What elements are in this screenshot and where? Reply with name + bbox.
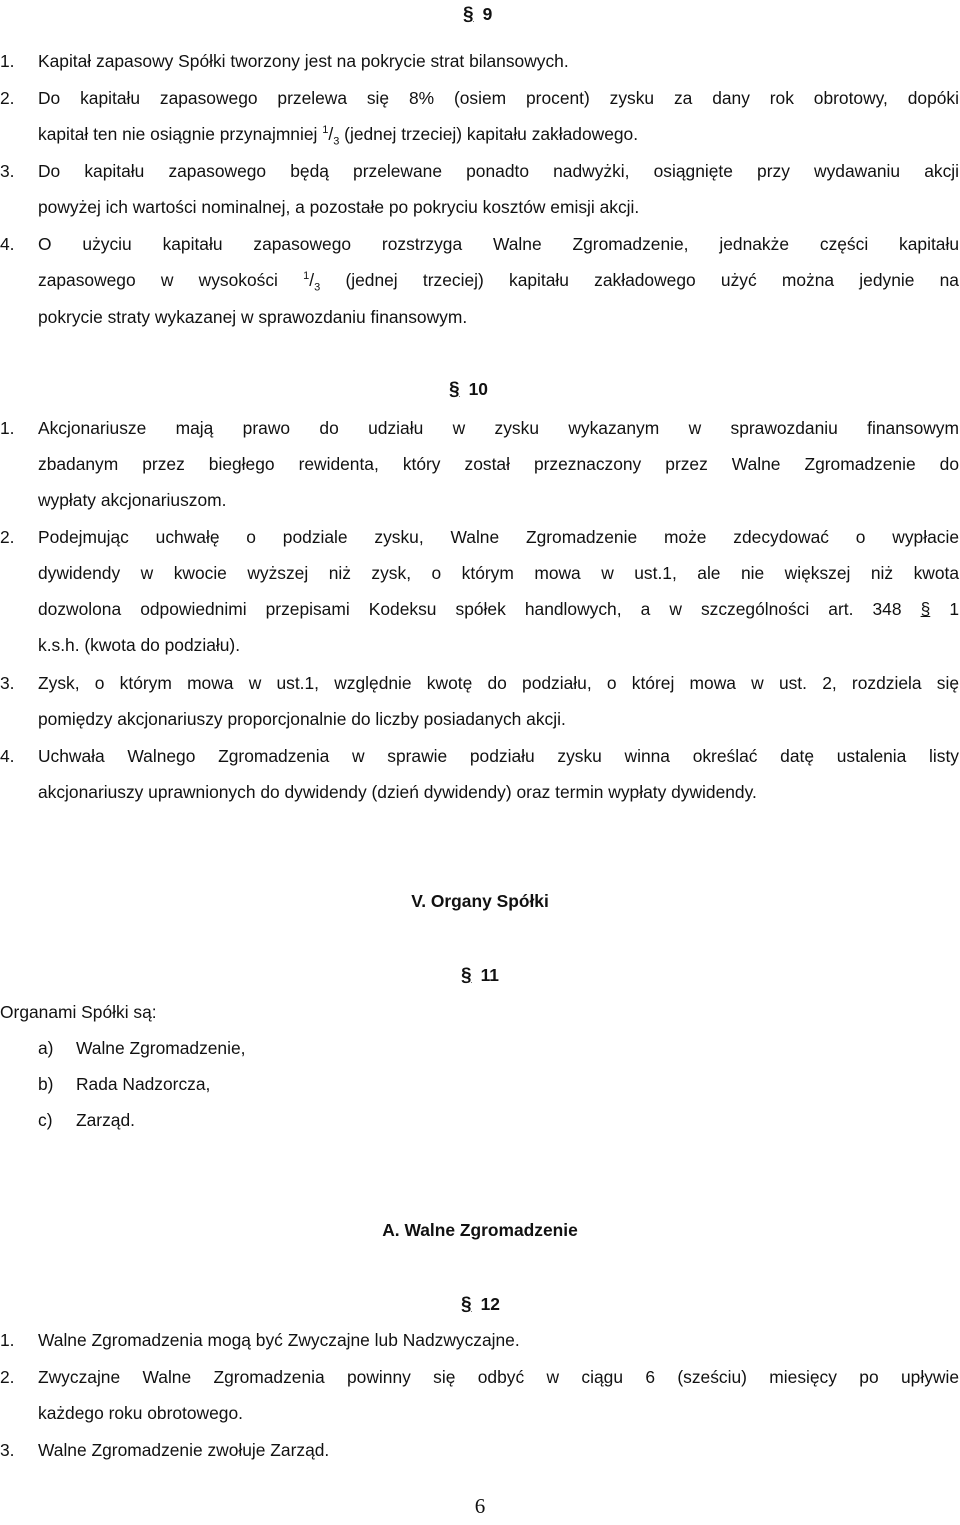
paragraph-line: Walne Zgromadzenia mogą być Zwyczajne lub Nadzwyczajne.: [38, 1330, 520, 1350]
line-text: (jednej trzeciej) kapitału zakładowego użyć można jedynie na: [345, 270, 959, 290]
paragraph-line: [38, 598, 959, 620]
fraction-denominator: 3: [333, 135, 340, 148]
section-mark: §: [461, 1294, 472, 1315]
paragraph-line: k.s.h. (kwota do podziału).: [38, 635, 241, 655]
subchapter-heading: A. Walne Zgromadzenie: [382, 1220, 578, 1240]
fraction: $^1/_3$: [303, 270, 321, 294]
paragraph-number: 2.: [0, 88, 15, 108]
list-letter: c): [38, 1110, 53, 1130]
paragraph-number: 3.: [0, 673, 15, 693]
section-9-header: [463, 3, 492, 26]
list-letter: a): [38, 1038, 54, 1058]
paragraph-number: 1.: [0, 1330, 15, 1350]
paragraph-line: zbadanym przez biegłego rewidenta, który został przeznaczony przez Walne Zgromadzenie do: [38, 454, 959, 474]
paragraph-number: 1.: [0, 51, 15, 71]
list-letter: b): [38, 1074, 54, 1094]
paragraph-line: Zysk, o którym mowa w ust.1, względnie kwotę do podziału, o której mowa w ust. 2, rozdziela się: [38, 673, 959, 693]
paragraph-line: Do kapitału zapasowego przelewa się 8% (osiem procent) zysku za dany rok obrotowy, dopóki: [38, 88, 959, 108]
paragraph-number: 1.: [0, 418, 15, 438]
fraction: $^1/_3$: [322, 124, 340, 148]
paragraph-number: 4.: [0, 234, 15, 254]
paragraph-line: [38, 123, 959, 148]
paragraph-number: 3.: [0, 161, 15, 181]
line-text: dozwolona odpowiednimi przepisami Kodeksu spółek handlowych, a w szczególności art. 348: [38, 599, 902, 619]
paragraph-line: Uchwała Walnego Zgromadzenia w sprawie podziału zysku winna określać datę ustalenia listy: [38, 746, 959, 766]
paragraph-number: 2.: [0, 527, 15, 547]
page-number: 6: [474, 1494, 486, 1518]
section-number: 10: [468, 379, 488, 399]
section-mark: §: [463, 4, 474, 25]
section-number: 9: [482, 4, 493, 24]
list-item-text: Rada Nadzorcza,: [76, 1074, 211, 1094]
paragraph-line: Akcjonariusze mają prawo do udziału w zysku wykazanym w sprawozdaniu finansowym: [38, 418, 959, 438]
chapter-heading: V. Organy Spółki: [411, 891, 549, 911]
paragraph-line: Walne Zgromadzenie zwołuje Zarząd.: [38, 1440, 330, 1460]
paragraph-number: 4.: [0, 746, 15, 766]
line-text: 1: [949, 599, 959, 619]
paragraph-line: powyżej ich wartości nominalnej, a pozostałe po pokryciu kosztów emisji akcji.: [38, 197, 640, 217]
fraction-numerator: 1: [322, 124, 329, 137]
paragraph-line: wypłaty akcjonariuszom.: [38, 490, 227, 510]
paragraph-number: 2.: [0, 1367, 15, 1387]
paragraph-line: każdego roku obrotowego.: [38, 1403, 243, 1423]
line-text: zapasowego w wysokości: [38, 270, 278, 290]
paragraph-line: Podejmując uchwałę o podziale zysku, Walne Zgromadzenie może zdecydować o wypłacie: [38, 527, 959, 547]
organs-intro: Organami Spółki są:: [0, 1002, 157, 1022]
line-text: (jednej trzeciej) kapitału zakładowego.: [344, 124, 639, 144]
fraction-numerator: 1: [303, 270, 310, 283]
paragraph-line: [38, 269, 959, 294]
paragraph-line: Kapitał zapasowy Spółki tworzony jest na pokrycie strat bilansowych.: [38, 51, 569, 71]
section-mark: §: [449, 379, 460, 400]
fraction-denominator: 3: [314, 281, 321, 294]
section-mark: §: [461, 965, 472, 986]
paragraph-line: O użyciu kapitału zapasowego rozstrzyga Walne Zgromadzenie, jednakże części kapitału: [38, 234, 959, 254]
section-11-header: [461, 964, 499, 987]
paragraph-line: akcjonariuszy uprawnionych do dywidendy (dzień dywidendy) oraz termin wypłaty dywidendy.: [38, 782, 757, 802]
section-10-header: [449, 378, 488, 401]
paragraph-line: Do kapitału zapasowego będą przelewane ponadto nadwyżki, osiągnięte przy wydawaniu akcji: [38, 161, 959, 181]
section-number: 12: [480, 1294, 500, 1314]
list-item-text: Walne Zgromadzenie,: [76, 1038, 246, 1058]
paragraph-line: pomiędzy akcjonariuszy proporcjonalnie do liczby posiadanych akcji.: [38, 709, 566, 729]
section-mark: §: [920, 599, 931, 619]
line-text: kapitał ten nie osiągnie przynajmniej: [38, 124, 318, 144]
paragraph-line: Zwyczajne Walne Zgromadzenia powinny się odbyć w ciągu 6 (sześciu) miesięcy po upływie: [38, 1367, 959, 1387]
paragraph-line: dywidendy w kwocie wyższej niż zysk, o którym mowa w ust.1, ale nie większej niż kwota: [38, 563, 959, 583]
paragraph-number: 3.: [0, 1440, 15, 1460]
section-12-header: [461, 1293, 500, 1316]
section-number: 11: [480, 965, 499, 985]
paragraph-line: pokrycie straty wykazanej w sprawozdaniu finansowym.: [38, 307, 468, 327]
list-item-text: Zarząd.: [76, 1110, 135, 1130]
